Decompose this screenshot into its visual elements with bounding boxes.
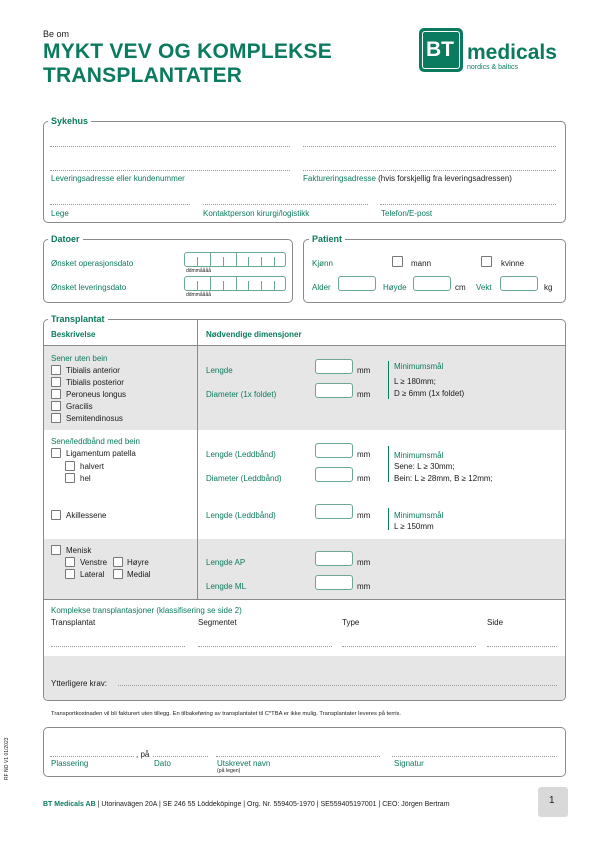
- male-checkbox[interactable]: [392, 256, 403, 267]
- lateral-checkbox[interactable]: [65, 569, 75, 579]
- komplekse-col-type: Type: [342, 618, 360, 627]
- sene-bein-diameter-text: Diameter (Leddbånd): [206, 474, 282, 483]
- contact-label: Kontaktperson kirurgi/logistikk: [203, 209, 310, 218]
- footer-address: | Utorinavägen 20A | SE 246 55 Löddeköpinge | Org. Nr. 559405-1970 | SE559405197001 | CEO: Jörgen Bertram: [95, 801, 450, 808]
- akilles-length-text: Lengde (Leddbånd): [206, 511, 276, 520]
- sene-bein-length-field[interactable]: [315, 443, 353, 458]
- operation-date-field[interactable]: [184, 252, 286, 267]
- akillessene-label: Akillessene: [66, 511, 107, 520]
- akilles-length-field[interactable]: [315, 504, 353, 519]
- length-ap-field[interactable]: [315, 551, 353, 566]
- patient-panel: [303, 239, 566, 303]
- sener-diameter-unit: mm: [357, 390, 371, 399]
- doctor-label: Lege: [51, 209, 69, 218]
- side-code: RF NO V1 01/2023: [4, 737, 10, 780]
- operation-date-label: Ønsket operasjonsdato: [51, 259, 134, 268]
- female-checkbox[interactable]: [481, 256, 492, 267]
- delivery-date-field[interactable]: [184, 276, 286, 291]
- tibialis-posterior-label: Tibialis posterior: [66, 378, 124, 387]
- logo-tagline: nordics & baltics: [467, 64, 518, 71]
- peroneus-longus-checkbox[interactable]: [51, 389, 61, 399]
- printed-name-note: (på legen): [217, 768, 241, 774]
- logo-word: medicals: [467, 41, 557, 64]
- transplantat-legend: Transplantat: [48, 314, 108, 324]
- akilles-length-label: [206, 511, 276, 520]
- sene-bein-length-text: Lengde (Leddbånd): [206, 450, 276, 459]
- sener-diameter-label: [206, 390, 276, 399]
- page-title: [43, 41, 332, 86]
- page-title-line2: TRANSPLANTATER: [43, 64, 243, 87]
- age-label: Alder: [312, 283, 331, 292]
- sene-bein-min-2: Bein: L ≥ 28mm, B ≥ 12mm;: [394, 474, 493, 483]
- phone-email-label: Telefon/E-post: [381, 209, 433, 218]
- sex-label: Kjønn: [312, 259, 333, 268]
- akilles-min-1: L ≥ 150mm: [394, 522, 434, 531]
- medial-checkbox[interactable]: [113, 569, 123, 579]
- lateral-label: Lateral: [80, 570, 105, 579]
- halvert-label: halvert: [80, 462, 105, 471]
- sene-bein-diameter-field[interactable]: [315, 467, 353, 482]
- delivery-date-format: ddmmåååå: [186, 292, 212, 298]
- semitendinosus-checkbox[interactable]: [51, 413, 61, 423]
- sener-min-1: L ≥ 180mm;: [394, 377, 436, 386]
- menisk-label: Menisk: [66, 546, 92, 555]
- halvert-checkbox[interactable]: [65, 461, 75, 471]
- col-description: Beskrivelse: [51, 330, 96, 339]
- datoer-legend: Datoer: [48, 234, 83, 244]
- patient-legend: Patient: [309, 234, 345, 244]
- komplekse-segmentet-line[interactable]: [198, 646, 332, 647]
- sene-bein-diameter-label: [206, 474, 282, 483]
- komplekse-title: Komplekse transplantasjoner (klassifisering se side 2): [51, 606, 242, 615]
- medial-label: Medial: [127, 570, 151, 579]
- menisk-checkbox[interactable]: [51, 545, 61, 555]
- tibialis-posterior-checkbox[interactable]: [51, 377, 61, 387]
- length-ap-unit: mm: [357, 558, 371, 567]
- hoyre-label: Høyre: [127, 558, 149, 567]
- invoice-label: Faktureringsadresse: [303, 174, 376, 183]
- date-label: Dato: [154, 759, 171, 768]
- hoyre-checkbox[interactable]: [113, 557, 123, 567]
- ytterligere-label: Ytterligere krav:: [51, 679, 108, 688]
- page-title-line1: MYKT VEV OG KOMPLEKSE: [43, 40, 332, 63]
- komplekse-type-line[interactable]: [342, 646, 476, 647]
- length-ml-label: Lengde ML: [206, 582, 247, 591]
- sene-bein-length-label: [206, 450, 276, 459]
- ligamentum-patella-checkbox[interactable]: [51, 448, 61, 458]
- gracilis-checkbox[interactable]: [51, 401, 61, 411]
- logo: [419, 28, 569, 76]
- printed-name-label: Utskrevet navn: [217, 759, 271, 768]
- signature-panel: [43, 727, 566, 777]
- komplekse-col-side: Side: [487, 618, 504, 627]
- sene-bein-title: Sene/leddbånd med bein: [51, 437, 140, 446]
- transplantat-panel: [43, 319, 566, 701]
- ytterligere-shade: [44, 656, 566, 701]
- semitendinosus-label: Semitendinosus: [66, 414, 123, 423]
- weight-unit: kg: [544, 283, 553, 292]
- transport-note: Transportkostnaden vil bli fakturert uten tillegg. En tilbakeføring av transplantatet til C*TBA er ikke mulig. Transplantater leveres på terris.: [51, 711, 402, 717]
- sene-bein-min-title: Minimumsmål: [394, 451, 444, 460]
- length-ap-label: Lengde AP: [206, 558, 246, 567]
- female-label: kvinne: [501, 259, 525, 268]
- venstre-label: Venstre: [80, 558, 108, 567]
- hel-label: hel: [80, 474, 91, 483]
- invoice-address-label: [303, 174, 512, 183]
- age-field[interactable]: [338, 276, 376, 291]
- akilles-min-title: Minimumsmål: [394, 511, 444, 520]
- sene-bein-diameter-unit: mm: [357, 474, 371, 483]
- height-field[interactable]: [413, 276, 451, 291]
- logo-badge-text: BT: [426, 38, 454, 61]
- komplekse-transplantat-line[interactable]: [51, 646, 185, 647]
- sykehus-legend: Sykehus: [48, 116, 91, 126]
- signature-label: Signatur: [394, 759, 424, 768]
- weight-field[interactable]: [500, 276, 538, 291]
- sener-diameter-field[interactable]: [315, 383, 353, 398]
- footer-company: BT Medicals AB: [43, 801, 96, 808]
- tibialis-anterior-checkbox[interactable]: [51, 365, 61, 375]
- invoice-note: (hvis forskjellig fra leveringsadressen): [375, 174, 512, 183]
- sene-bein-min-1: Sene: L ≥ 30mm;: [394, 462, 455, 471]
- delivery-date-label: Ønsket leveringsdato: [51, 283, 127, 292]
- hel-checkbox[interactable]: [65, 473, 75, 483]
- male-label: mann: [411, 259, 432, 268]
- col-dimensions: Nødvendige dimensjoner: [206, 330, 302, 339]
- venstre-checkbox[interactable]: [65, 557, 75, 567]
- delivery-address-label: Leveringsadresse eller kundenummer: [51, 174, 185, 183]
- datoer-panel: [43, 239, 293, 303]
- sener-title: Sener uten bein: [51, 354, 108, 363]
- sener-length-field[interactable]: [315, 359, 353, 374]
- operation-date-format: ddmmåååå: [186, 268, 212, 274]
- comma-pa: , på: [136, 750, 150, 759]
- footer-text: [43, 801, 450, 808]
- sener-min-2: D ≥ 6mm (1x foldet): [394, 389, 465, 398]
- komplekse-col-segmentet: Segmentet: [198, 618, 237, 627]
- peroneus-longus-label: Peroneus longus: [66, 390, 127, 399]
- komplekse-side-line[interactable]: [487, 646, 557, 647]
- length-ml-unit: mm: [357, 582, 371, 591]
- weight-label: Vekt: [476, 283, 492, 292]
- tibialis-anterior-label: Tibialis anterior: [66, 366, 120, 375]
- sener-min-title: Minimumsmål: [394, 362, 444, 371]
- akillessene-checkbox[interactable]: [51, 510, 61, 520]
- akilles-length-unit: mm: [357, 511, 371, 520]
- sener-diameter-text: Diameter (1x foldet): [206, 390, 277, 399]
- sene-bein-length-unit: mm: [357, 450, 371, 459]
- header-subtitle: Be om: [43, 29, 70, 39]
- sener-length-label: Lengde: [206, 366, 233, 375]
- height-unit: cm: [455, 283, 466, 292]
- sykehus-panel: [43, 121, 566, 223]
- height-label: Høyde: [383, 283, 407, 292]
- komplekse-col-transplantat: Transplantat: [51, 618, 96, 627]
- gracilis-label: Gracilis: [66, 402, 93, 411]
- ligamentum-patella-label: Ligamentum patella: [66, 449, 136, 458]
- sener-length-unit: mm: [357, 366, 371, 375]
- length-ml-field[interactable]: [315, 575, 353, 590]
- page-number: 1: [549, 795, 555, 806]
- ytterligere-line[interactable]: [118, 685, 557, 686]
- place-label: Plassering: [51, 759, 89, 768]
